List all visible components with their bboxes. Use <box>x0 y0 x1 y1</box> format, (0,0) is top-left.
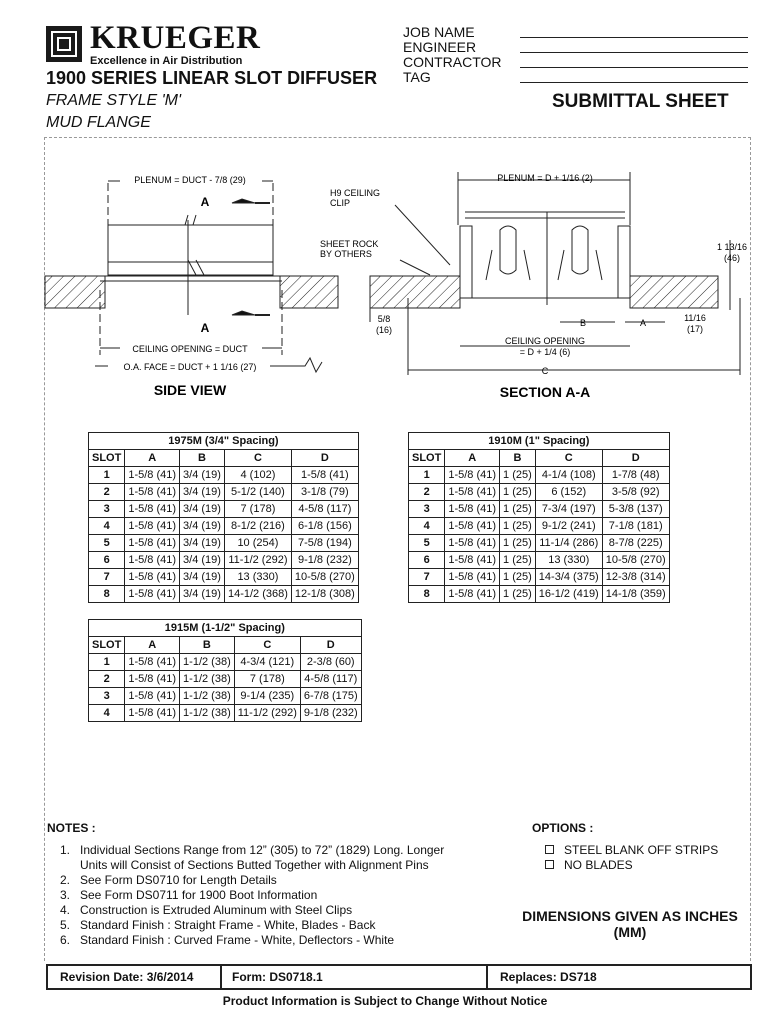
table-title: 1910M (1" Spacing) <box>409 433 670 450</box>
dimension-cell: 1-1/2 (38) <box>180 654 235 671</box>
label-section-a-bottom: A <box>200 321 210 335</box>
dimension-cell: 1-1/2 (38) <box>180 671 235 688</box>
slot-cell: 6 <box>409 552 445 569</box>
dimension-cell: 1-1/2 (38) <box>180 705 235 722</box>
dimension-cell: 1-5/8 (41) <box>125 552 180 569</box>
note-number: 1. <box>60 843 71 857</box>
mud-flange: MUD FLANGE <box>46 114 151 131</box>
sec-blade-1 <box>500 226 516 274</box>
column-header: C <box>234 637 300 654</box>
dimension-cell: 9-1/2 (241) <box>535 518 602 535</box>
dimension-cell: 4-3/4 (121) <box>234 654 300 671</box>
dimension-cell: 3-5/8 (92) <box>602 484 669 501</box>
label-h9-2: CLIP <box>330 198 351 208</box>
dim-oa-r <box>270 358 322 372</box>
section-arrow-top <box>232 199 255 203</box>
table-row <box>89 688 362 705</box>
note-item <box>60 903 460 918</box>
table-row <box>89 654 362 671</box>
dimension-cell: 3/4 (19) <box>180 552 225 569</box>
table-row <box>89 552 359 569</box>
dimension-cell: 11-1/4 (286) <box>535 535 602 552</box>
table-title: 1915M (1-1/2" Spacing) <box>89 620 362 637</box>
slot-cell: 1 <box>89 654 125 671</box>
slot-cell: 7 <box>89 569 125 586</box>
slot-cell: 3 <box>89 501 125 518</box>
dimension-cell: 1 (25) <box>500 552 536 569</box>
leader-h9 <box>395 205 450 265</box>
label-46: (46) <box>723 253 741 263</box>
dimension-cell: 4-5/8 (117) <box>291 501 358 518</box>
dimension-cell: 1 (25) <box>500 467 536 484</box>
dimension-cell: 1 (25) <box>500 501 536 518</box>
label-5-8: 5/8 <box>377 314 391 324</box>
note-text: Construction is Extruded Aluminum with Steel Clips <box>80 903 353 917</box>
sec-frame-left <box>460 226 472 298</box>
section-view-title: SECTION A-A <box>499 384 591 400</box>
dimension-cell: 1-5/8 (41) <box>445 484 500 501</box>
product-title: 1900 SERIES LINEAR SLOT DIFFUSER <box>46 68 378 88</box>
form-number: Form: DS0718.1 <box>232 970 323 984</box>
dimension-cell: 1 (25) <box>500 484 536 501</box>
label-h9-1: H9 CEILING <box>330 188 381 198</box>
label-sheetrock-1: SHEET ROCK <box>320 239 379 249</box>
dimension-cell: 1-5/8 (41) <box>445 552 500 569</box>
column-header: SLOT <box>89 450 125 467</box>
dimension-cell: 1-5/8 (41) <box>291 467 358 484</box>
dimension-cell: 1-5/8 (41) <box>125 535 180 552</box>
dimension-cell: 1 (25) <box>500 535 536 552</box>
table-row <box>409 501 670 518</box>
side-view-title: SIDE VIEW <box>153 382 227 398</box>
revision-date: Revision Date: 3/6/2014 <box>60 970 194 984</box>
slot-cell: 2 <box>89 484 125 501</box>
engineer-label: ENGINEER <box>403 39 477 55</box>
dimension-cell: 1 (25) <box>500 569 536 586</box>
label-16: (16) <box>375 325 393 335</box>
notes-list <box>60 843 460 948</box>
sec-deflectors <box>486 250 602 280</box>
table-row <box>89 467 359 484</box>
column-header: A <box>445 450 500 467</box>
table-row <box>409 467 670 484</box>
column-header: SLOT <box>89 637 125 654</box>
option-steel-blank-off[interactable] <box>545 843 718 857</box>
slot-cell: 1 <box>89 467 125 484</box>
note-text: Individual Sections Range from 12” (305) to 72” (1829) Long. Longer Units will Consist of Sections Butted Together with Alignment Pins <box>80 843 445 872</box>
table-row <box>89 501 359 518</box>
disclaimer: Product Information is Subject to Change Without Notice <box>222 994 548 1008</box>
slot-cell: 1 <box>409 467 445 484</box>
column-header: SLOT <box>409 450 445 467</box>
notes-heading: NOTES : <box>47 821 96 835</box>
section-arrow-bottom <box>232 311 255 315</box>
side-ceiling-right <box>280 276 338 308</box>
dimension-cell: 9-1/4 (235) <box>234 688 300 705</box>
dimension-cell: 13 (330) <box>224 569 291 586</box>
sec-ceiling-left <box>370 276 460 308</box>
frame-style: FRAME STYLE 'M' <box>46 92 182 109</box>
dimension-cell: 7-1/8 (181) <box>602 518 669 535</box>
table-row <box>89 484 359 501</box>
table-header-row <box>409 450 670 467</box>
dimension-cell: 3/4 (19) <box>180 467 225 484</box>
dimension-cell: 10-5/8 (270) <box>291 569 358 586</box>
note-item <box>60 873 460 888</box>
dimension-cell: 7-3/4 (197) <box>535 501 602 518</box>
dimension-cell: 10-5/8 (270) <box>602 552 669 569</box>
table-row <box>409 484 670 501</box>
dimension-cell: 8-7/8 (225) <box>602 535 669 552</box>
table-row <box>409 569 670 586</box>
label-ceiling-opening-duct: CEILING OPENING = DUCT <box>132 344 248 354</box>
checkbox-icon[interactable] <box>545 845 554 854</box>
label-1-13-16: 1 13/16 <box>716 242 748 252</box>
dimension-cell: 4 (102) <box>224 467 291 484</box>
table-1910m <box>408 432 670 603</box>
slot-cell: 5 <box>409 535 445 552</box>
dimension-cell: 1-5/8 (41) <box>125 569 180 586</box>
label-plenum-duct: PLENUM = DUCT - 7/8 (29) <box>134 175 246 185</box>
contractor-label: CONTRACTOR <box>403 54 502 70</box>
note-number: 2. <box>60 873 71 887</box>
dimension-cell: 3/4 (19) <box>180 535 225 552</box>
brand-name: KRUEGER <box>90 20 261 56</box>
leader-sheetrock <box>400 260 430 275</box>
side-plenum <box>108 225 273 275</box>
dimension-cell: 1-5/8 (41) <box>125 501 180 518</box>
label-17: (17) <box>686 324 704 334</box>
dimensions-note: DIMENSIONS GIVEN AS INCHES (MM) <box>522 908 738 940</box>
dimension-cell: 14-1/8 (359) <box>602 586 669 603</box>
label-b: B <box>579 318 587 328</box>
checkbox-icon[interactable] <box>545 860 554 869</box>
label-oa-face: O.A. FACE = DUCT + 1 1/16 (27) <box>123 362 257 372</box>
column-header: C <box>535 450 602 467</box>
footer-divider <box>220 966 222 988</box>
table-row <box>89 518 359 535</box>
sec-blade-2 <box>572 226 588 274</box>
dimension-cell: 1-7/8 (48) <box>602 467 669 484</box>
dimension-cell: 1-5/8 (41) <box>125 484 180 501</box>
slot-cell: 5 <box>89 535 125 552</box>
dimension-cell: 14-1/2 (368) <box>224 586 291 603</box>
label-section-a-top: A <box>200 195 210 209</box>
replaces-form: Replaces: DS718 <box>500 970 597 984</box>
slot-cell: 7 <box>409 569 445 586</box>
dimension-cell: 1-5/8 (41) <box>445 467 500 484</box>
column-header: D <box>291 450 358 467</box>
option-label: STEEL BLANK OFF STRIPS <box>564 843 719 857</box>
table-row <box>409 552 670 569</box>
dimension-cell: 3-1/8 (79) <box>291 484 358 501</box>
dimension-cell: 4-1/4 (108) <box>535 467 602 484</box>
note-item <box>60 918 460 933</box>
table-row <box>409 586 670 603</box>
dimension-cell: 9-1/8 (232) <box>300 705 361 722</box>
column-header: B <box>180 450 225 467</box>
dimension-cell: 3/4 (19) <box>180 501 225 518</box>
dimension-cell: 1-5/8 (41) <box>445 586 500 603</box>
slot-cell: 4 <box>89 518 125 535</box>
dimension-cell: 7-5/8 (194) <box>291 535 358 552</box>
table-1975m <box>88 432 359 603</box>
dimension-cell: 9-1/8 (232) <box>291 552 358 569</box>
dimension-cell: 5-1/2 (140) <box>224 484 291 501</box>
table-row <box>409 518 670 535</box>
dimension-cell: 16-1/2 (419) <box>535 586 602 603</box>
slot-cell: 3 <box>89 688 125 705</box>
note-text: Standard Finish : Curved Frame - White, Deflectors - White <box>80 933 395 947</box>
dimension-cell: 3/4 (19) <box>180 484 225 501</box>
dimension-cell: 6-1/8 (156) <box>291 518 358 535</box>
table-row <box>89 535 359 552</box>
table-header-row <box>89 637 362 654</box>
label-plenum-d: PLENUM = D + 1/16 (2) <box>497 173 593 183</box>
note-text: See Form DS0710 for Length Details <box>80 873 277 887</box>
label-ceiling-opening-d2: = D + 1/4 (6) <box>519 347 571 357</box>
slot-cell: 8 <box>89 586 125 603</box>
note-item <box>60 843 460 873</box>
column-header: A <box>125 450 180 467</box>
table-header-row <box>89 450 359 467</box>
table-row <box>89 671 362 688</box>
dimension-cell: 4-5/8 (117) <box>300 671 361 688</box>
dimension-cell: 1-5/8 (41) <box>125 586 180 603</box>
dimension-cell: 1-5/8 (41) <box>125 467 180 484</box>
drawing-svg <box>0 0 770 420</box>
table-row <box>89 586 359 603</box>
table-row <box>89 705 362 722</box>
dimension-cell: 7 (178) <box>224 501 291 518</box>
dimension-cell: 5-3/8 (137) <box>602 501 669 518</box>
dimension-cell: 3/4 (19) <box>180 569 225 586</box>
column-header: D <box>300 637 361 654</box>
dimension-cell: 3/4 (19) <box>180 586 225 603</box>
option-no-blades[interactable] <box>545 858 633 872</box>
label-a: A <box>639 318 647 328</box>
note-number: 3. <box>60 888 71 902</box>
dimension-cell: 14-3/4 (375) <box>535 569 602 586</box>
dimension-cell: 6 (152) <box>535 484 602 501</box>
column-header: C <box>224 450 291 467</box>
options-heading: OPTIONS : <box>532 821 594 835</box>
label-sheetrock-2: BY OTHERS <box>320 249 372 259</box>
dimension-cell: 12-1/8 (308) <box>291 586 358 603</box>
brand-tagline: Excellence in Air Distribution <box>90 55 243 67</box>
dimension-cell: 11-1/2 (292) <box>234 705 300 722</box>
slot-cell: 4 <box>409 518 445 535</box>
sec-ceiling-right <box>630 276 718 308</box>
note-number: 6. <box>60 933 71 947</box>
label-ceiling-opening-d1: CEILING OPENING <box>504 336 586 346</box>
label-c: C <box>541 366 549 376</box>
label-11-16: 11/16 <box>684 313 706 323</box>
note-text: See Form DS0711 for 1900 Boot Information <box>80 888 318 902</box>
dimension-cell: 13 (330) <box>535 552 602 569</box>
dimension-cell: 1-5/8 (41) <box>445 535 500 552</box>
note-text: Standard Finish : Straight Frame - White, Blades - Back <box>80 918 376 932</box>
note-item <box>60 888 460 903</box>
column-header: B <box>180 637 235 654</box>
dimension-cell: 10 (254) <box>224 535 291 552</box>
dimension-cell: 1-5/8 (41) <box>125 705 180 722</box>
slot-cell: 8 <box>409 586 445 603</box>
slot-cell: 3 <box>409 501 445 518</box>
column-header: A <box>125 637 180 654</box>
slot-cell: 6 <box>89 552 125 569</box>
dimension-cell: 1-5/8 (41) <box>445 501 500 518</box>
slot-cell: 2 <box>89 671 125 688</box>
dimension-cell: 1 (25) <box>500 586 536 603</box>
dimension-cell: 1-1/2 (38) <box>180 688 235 705</box>
dimension-cell: 7 (178) <box>234 671 300 688</box>
job-name-label: JOB NAME <box>403 24 475 40</box>
tag-label: TAG <box>403 69 431 85</box>
note-number: 4. <box>60 903 71 917</box>
dimension-cell: 1-5/8 (41) <box>125 518 180 535</box>
option-label: NO BLADES <box>564 858 633 872</box>
note-item <box>60 933 460 948</box>
table-1915m <box>88 619 362 722</box>
sec-frame-right <box>618 226 630 298</box>
slot-cell: 4 <box>89 705 125 722</box>
table-row <box>89 569 359 586</box>
dimension-cell: 12-3/8 (314) <box>602 569 669 586</box>
dimension-cell: 1-5/8 (41) <box>445 569 500 586</box>
side-ceiling-left <box>45 276 105 308</box>
note-number: 5. <box>60 918 71 932</box>
dimension-cell: 8-1/2 (216) <box>224 518 291 535</box>
dimension-cell: 1-5/8 (41) <box>125 688 180 705</box>
submittal-title: SUBMITTAL SHEET <box>552 91 729 112</box>
dimension-cell: 3/4 (19) <box>180 518 225 535</box>
dimension-cell: 1 (25) <box>500 518 536 535</box>
footer-divider <box>486 966 488 988</box>
dimension-cell: 1-5/8 (41) <box>445 518 500 535</box>
column-header: D <box>602 450 669 467</box>
footer-box <box>46 964 752 990</box>
table-row <box>409 535 670 552</box>
table-title: 1975M (3/4" Spacing) <box>89 433 359 450</box>
dimension-cell: 2-3/8 (60) <box>300 654 361 671</box>
dimension-cell: 6-7/8 (175) <box>300 688 361 705</box>
slot-cell: 2 <box>409 484 445 501</box>
dimension-cell: 11-1/2 (292) <box>224 552 291 569</box>
dimension-cell: 1-5/8 (41) <box>125 671 180 688</box>
column-header: B <box>500 450 536 467</box>
dimension-cell: 1-5/8 (41) <box>125 654 180 671</box>
